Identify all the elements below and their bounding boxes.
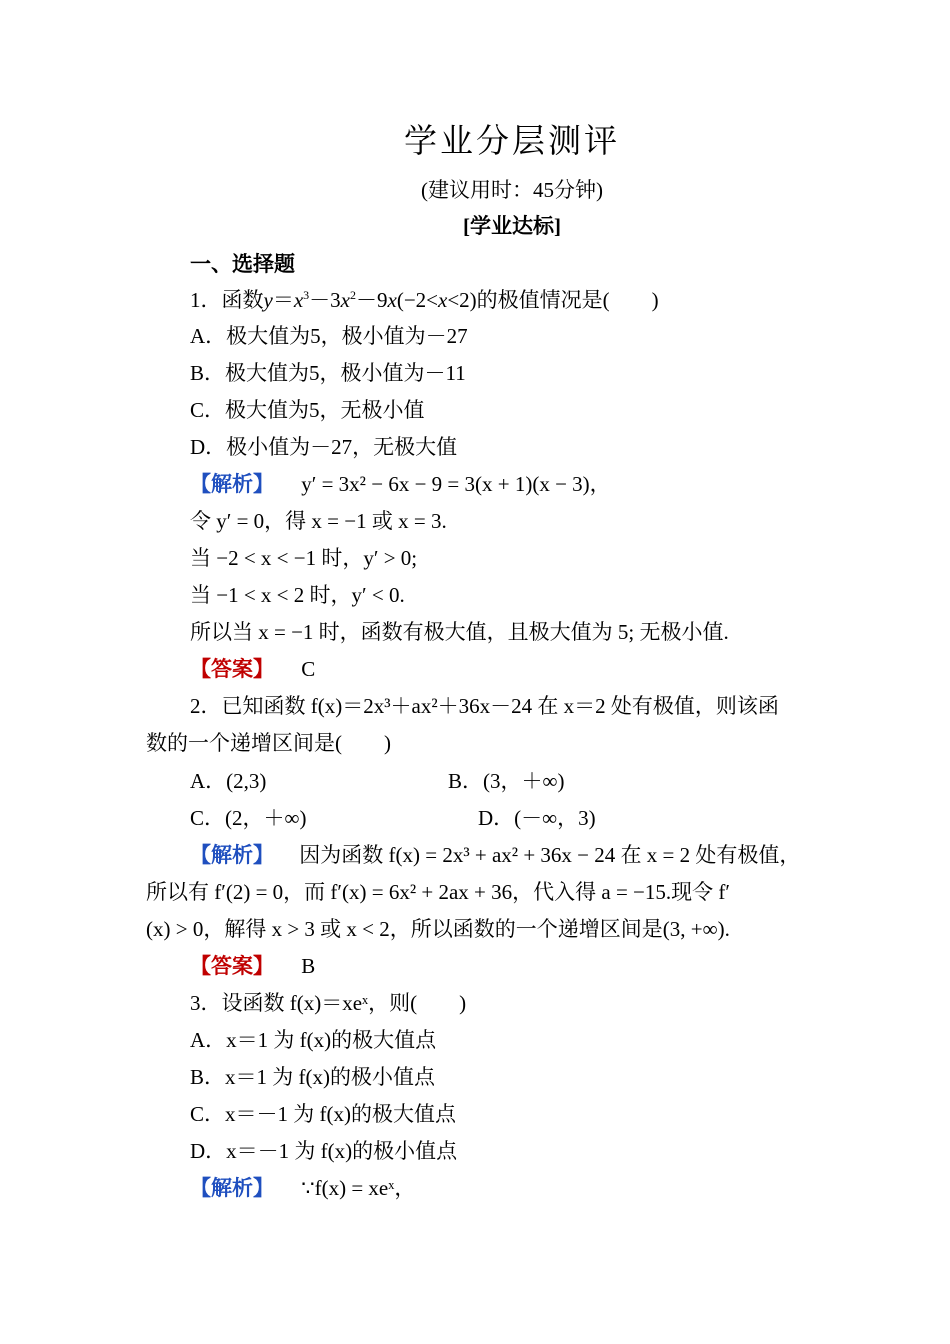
q1-analysis-line-1	[190, 470, 611, 498]
q3-option-a: A．x＝1 为 f(x)的极大值点	[190, 1028, 437, 1052]
q1-option-c: C．极大值为5，无极小值	[190, 398, 425, 422]
q1-analysis-label: 【解析】	[190, 472, 274, 496]
q3-option-c: C．x＝－1 为 f(x)的极大值点	[190, 1102, 456, 1126]
q3-analysis-label: 【解析】	[190, 1176, 274, 1200]
q2-analysis-line-1	[190, 841, 800, 869]
q2-answer-line	[190, 952, 315, 980]
q1-option-b: B．极大值为5，极小值为－11	[190, 361, 466, 385]
q1-stem-range: −2<	[403, 288, 438, 312]
page-title: 学业分层测评	[404, 124, 620, 160]
q1-option-a: A．极大值为5，极小值为－27	[190, 324, 468, 348]
q1-analysis-line-5: 所以当 x = −1 时，函数有极大值，且极大值为 5; 无极小值.	[190, 620, 729, 644]
q1-analysis-line-2: 令 y′ = 0，得 x = −1 或 x = 3.	[190, 509, 447, 533]
q1-stem-suffix: <2)的极值情况是( )	[447, 288, 659, 312]
q2-stem-line-1: 2．已知函数 f(x)＝2x³＋ax²＋36x－24 在 x＝2 处有极值，则该函	[190, 694, 779, 718]
q2-option-a: A．(2,3)	[190, 769, 267, 793]
q3-analysis-line-1	[190, 1174, 415, 1202]
q1-answer-line	[190, 655, 315, 683]
q2-answer-value: B	[301, 954, 316, 978]
q2-option-b: B．(3，＋∞)	[448, 769, 565, 793]
q3-analysis-text-1: ∵f(x) = xeˣ，	[301, 1176, 416, 1200]
q2-analysis-label: 【解析】	[190, 843, 274, 867]
q3-option-b: B．x＝1 为 f(x)的极小值点	[190, 1065, 435, 1089]
section-label: [学业达标]	[463, 214, 561, 238]
q2-option-d: D．(－∞，3)	[478, 806, 596, 830]
q2-stem-line-2: 数的一个递增区间是( )	[146, 731, 391, 755]
q1-stem: 1．函数$y=x^3-3x^2-9x(-2<x<2)$的极值情况是( )	[190, 288, 659, 312]
q1-option-d: D．极小值为－27，无极大值	[190, 435, 458, 459]
q1-analysis-line-4: 当 −1 < x < 2 时，y′ < 0.	[190, 583, 405, 607]
q2-option-c: C．(2，＋∞)	[190, 806, 307, 830]
q1-answer-label: 【答案】	[190, 657, 274, 681]
q1-answer-value: C	[301, 657, 316, 681]
q2-analysis-line-2: 所以有 f′(2) = 0，而 f′(x) = 6x² + 2ax + 36，代入得 a = −15.现令 f′	[146, 880, 730, 904]
time-note: (建议用时：45分钟)	[421, 178, 603, 202]
q3-stem: 3．设函数 f(x)＝xeˣ，则( )	[190, 991, 467, 1015]
q1-analysis-text-1: y′ = 3x² − 6x − 9 = 3(x + 1)(x − 3)，	[301, 472, 611, 496]
q2-analysis-line-3: (x) > 0，解得 x > 3 或 x < 2，所以函数的一个递增区间是(3, +∞).	[146, 917, 730, 941]
part-title: 一、选择题	[190, 252, 295, 276]
q2-answer-label: 【答案】	[190, 954, 274, 978]
q3-option-d: D．x＝－1 为 f(x)的极小值点	[190, 1139, 458, 1163]
q1-stem-prefix: 1．函数	[190, 288, 264, 312]
q2-analysis-text-1: 因为函数 f(x) = 2x³ + ax² + 36x − 24 在 x = 2 处有极值，	[299, 843, 801, 867]
q1-analysis-line-3: 当 −2 < x < −1 时，y′ > 0;	[190, 546, 418, 570]
